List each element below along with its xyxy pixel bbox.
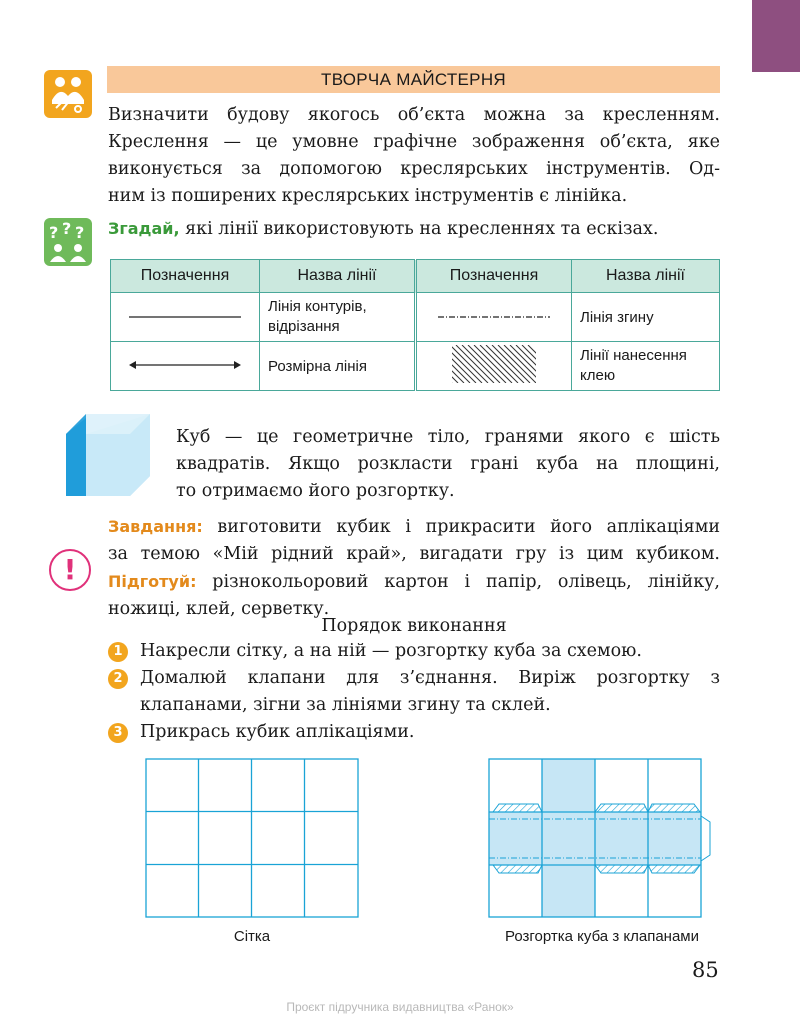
warning-icon: ! — [49, 549, 91, 591]
step-item — [108, 665, 720, 719]
table-header-row — [111, 260, 720, 293]
cube-line: то отримаємо його розгортку. — [176, 481, 455, 501]
net-caption: Розгортка куба з клапанами — [505, 928, 699, 945]
dimension-line-symbol — [111, 342, 260, 391]
intro-line: виконується за допомогою креслярських інструментів. Од- — [108, 159, 720, 179]
table-header: Позначення — [111, 260, 260, 293]
cube-line: квадратів. Якщо розкласти грані куба на площині, — [176, 454, 720, 474]
step-text: Домалюй клапани для з’єднання. Виріж розгортку з — [140, 668, 720, 688]
step-text: Накресли сітку, а на ній — розгортку куба за схемою. — [140, 641, 642, 661]
cube-line: Куб — це геометричне тіло, гранями якого є шість — [176, 427, 720, 447]
task-text: за темою «Мій рідний край», вигадати гру із цим кубиком. — [108, 544, 720, 564]
prepare-label: Підготуй: — [108, 572, 197, 591]
prepare-text: різнокольоровий картон і папір, олівець, лінійку, — [196, 572, 720, 592]
table-row — [111, 293, 720, 342]
cube-illustration — [66, 414, 156, 496]
section-banner: ТВОРЧА МАЙСТЕРНЯ — [107, 66, 720, 93]
step-number: 3 — [108, 723, 128, 743]
recall-icon — [44, 218, 92, 266]
table-row — [111, 342, 720, 391]
step-number: 2 — [108, 669, 128, 689]
recall-prompt — [108, 215, 720, 243]
cube-net-figure — [488, 758, 716, 918]
page-corner-tab — [752, 0, 800, 72]
line-types-table — [110, 259, 720, 391]
step-item — [108, 719, 720, 746]
table-cell: Розмірна лінія — [260, 342, 416, 391]
procedure-title: Порядок виконання — [321, 616, 507, 636]
task-label: Завдання: — [108, 517, 203, 536]
cube-definition — [176, 424, 720, 505]
intro-line: Визначити будову якогось об’єкта можна за кресленням. — [108, 105, 720, 125]
contour-line-symbol — [111, 293, 260, 342]
step-item — [108, 638, 720, 665]
table-header: Позначення — [416, 260, 572, 293]
grid-caption: Сітка — [233, 928, 271, 945]
step-number: 1 — [108, 642, 128, 662]
step-text: Прикрась кубик аплікаціями. — [140, 722, 415, 742]
task-block — [108, 513, 720, 623]
svg-text:?: ? — [49, 223, 59, 242]
step-text: клапанами, зігни за лініями згину та склей. — [140, 695, 551, 715]
intro-line: Креслення — це умовне графічне зображення об’єкта, яке — [108, 132, 720, 152]
intro-paragraph — [108, 102, 720, 210]
table-cell: Лінії нанесення клею — [572, 342, 720, 391]
svg-text:?: ? — [62, 219, 72, 238]
fold-line-symbol — [416, 293, 572, 342]
glue-hatch-symbol — [416, 342, 572, 391]
recall-text: які лінії використовують на кресленнях та ескізах. — [179, 219, 659, 239]
svg-text:?: ? — [75, 223, 85, 242]
task-text: виготовити кубик і прикрасити його аплікаціями — [202, 517, 720, 537]
table-cell: Лінія контурів, відрізання — [260, 293, 416, 342]
grid-figure — [145, 758, 359, 918]
intro-line: ним із поширених креслярських інструментів є лінійка. — [108, 186, 628, 206]
procedure-steps — [108, 638, 720, 746]
table-header: Назва лінії — [572, 260, 720, 293]
workshop-icon — [44, 70, 92, 118]
prepare-text: ножиці, клей, серветку. — [108, 599, 330, 619]
table-header: Назва лінії — [260, 260, 416, 293]
publisher-footer: Проєкт підручника видавництва «Ранок» — [286, 1000, 514, 1014]
recall-label: Згадай, — [108, 219, 180, 238]
page-number: 85 — [692, 958, 719, 982]
table-cell: Лінія згину — [572, 293, 720, 342]
